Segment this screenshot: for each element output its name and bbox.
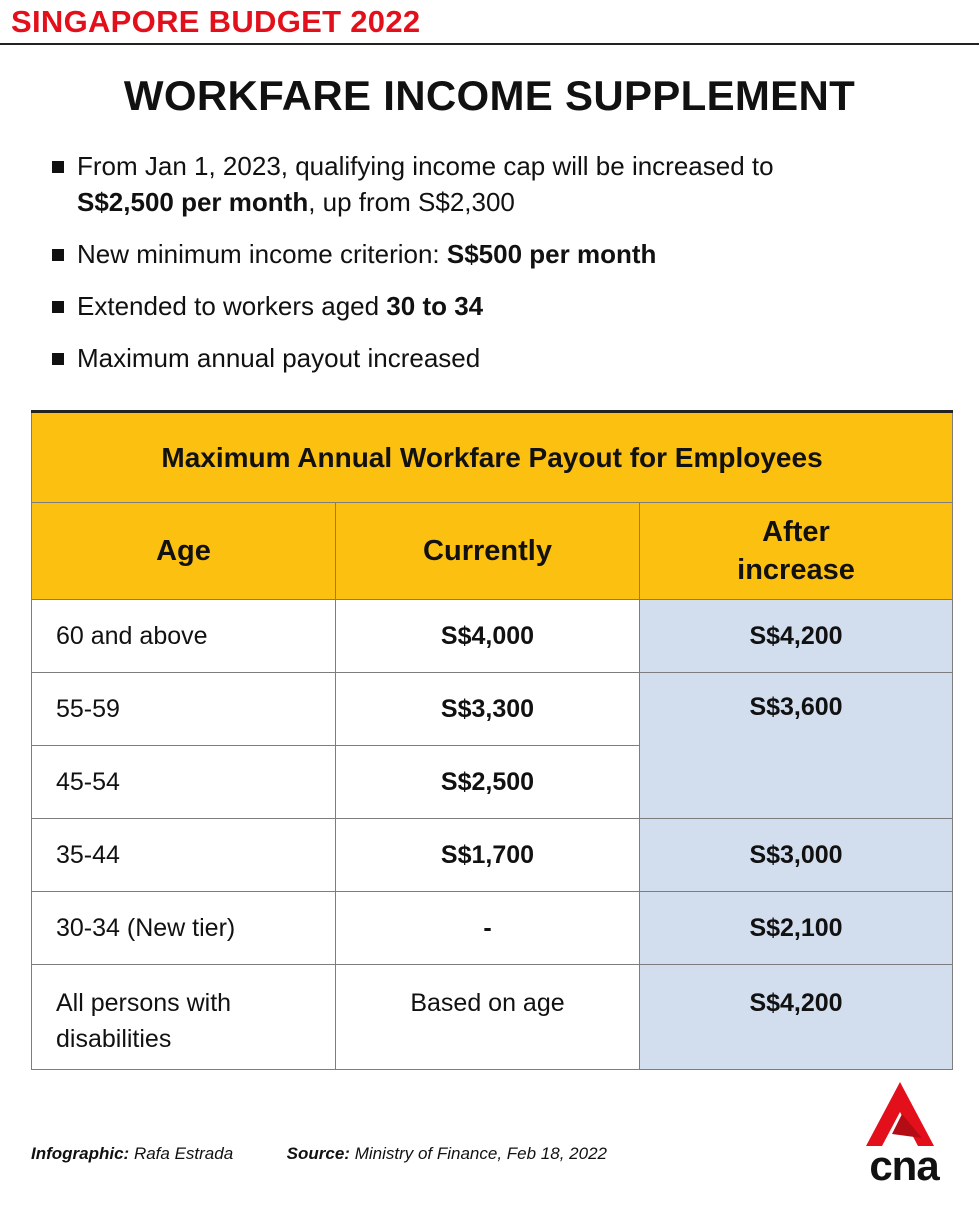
age-cell: 30-34 (New tier) [32, 892, 336, 965]
section-kicker: SINGAPORE BUDGET 2022 [11, 4, 421, 39]
bullet-emphasis: S$500 per month [446, 239, 657, 269]
column-header-after [640, 503, 953, 600]
current-cell: S$4,000 [336, 600, 640, 673]
after-cell: S$3,000 [640, 819, 953, 892]
column-header-currently: Currently [336, 503, 640, 600]
age-cell: 45-54 [32, 746, 336, 819]
table-caption: Maximum Annual Workfare Payout for Employees [32, 412, 953, 503]
square-bullet-icon [52, 161, 64, 173]
table-row [32, 673, 953, 746]
infographic-author: Rafa Estrada [133, 1144, 234, 1163]
bullet-item [50, 288, 950, 324]
age-cell: 60 and above [32, 600, 336, 673]
table-header-row [32, 503, 953, 600]
cna-logo-text: cna [869, 1142, 939, 1189]
bullet-text: From Jan 1, 2023, qualifying income cap will be increased to [77, 151, 774, 181]
payout-table [31, 410, 953, 1070]
table-row [32, 892, 953, 965]
age-cell: 35-44 [32, 819, 336, 892]
source-label: Source: [286, 1144, 350, 1163]
table-caption-row [32, 412, 953, 503]
age-cell-text: All persons with disabilities [56, 989, 232, 1053]
bullet-text-suffix: , up from S$2,300 [308, 187, 515, 217]
current-cell: S$1,700 [336, 819, 640, 892]
logo-peak-shape [866, 1082, 934, 1146]
source-value: Ministry of Finance, Feb 18, 2022 [354, 1144, 607, 1163]
after-cell: S$4,200 [640, 965, 953, 1070]
bullet-item [50, 340, 950, 376]
bullet-item [50, 148, 950, 220]
after-cell-merged: S$3,600 [640, 673, 953, 819]
bullet-emphasis: S$2,500 per month [77, 187, 309, 217]
current-cell: S$3,300 [336, 673, 640, 746]
after-cell: S$2,100 [640, 892, 953, 965]
current-cell: Based on age [336, 965, 640, 1070]
after-cell: S$4,200 [640, 600, 953, 673]
age-cell: 55-59 [32, 673, 336, 746]
age-cell [32, 965, 336, 1070]
square-bullet-icon [52, 353, 64, 365]
table-row [32, 600, 953, 673]
bullet-text: Extended to workers aged [77, 291, 387, 321]
column-header-after-text: After increase [737, 516, 855, 586]
key-points-list [50, 148, 950, 392]
square-bullet-icon [52, 301, 64, 313]
bullet-item [50, 236, 950, 272]
bullet-text: New minimum income criterion: [77, 239, 447, 269]
credits-line [31, 1144, 607, 1164]
infographic-label: Infographic: [31, 1144, 130, 1163]
bullet-text: Maximum annual payout increased [77, 343, 481, 373]
table-row [32, 819, 953, 892]
current-cell: - [336, 892, 640, 965]
header-divider [0, 43, 979, 45]
current-cell: S$2,500 [336, 746, 640, 819]
column-header-age: Age [32, 503, 336, 600]
table-row [32, 965, 953, 1070]
bullet-emphasis: 30 to 34 [386, 291, 484, 321]
page-title: WORKFARE INCOME SUPPLEMENT [123, 72, 856, 119]
square-bullet-icon [52, 249, 64, 261]
